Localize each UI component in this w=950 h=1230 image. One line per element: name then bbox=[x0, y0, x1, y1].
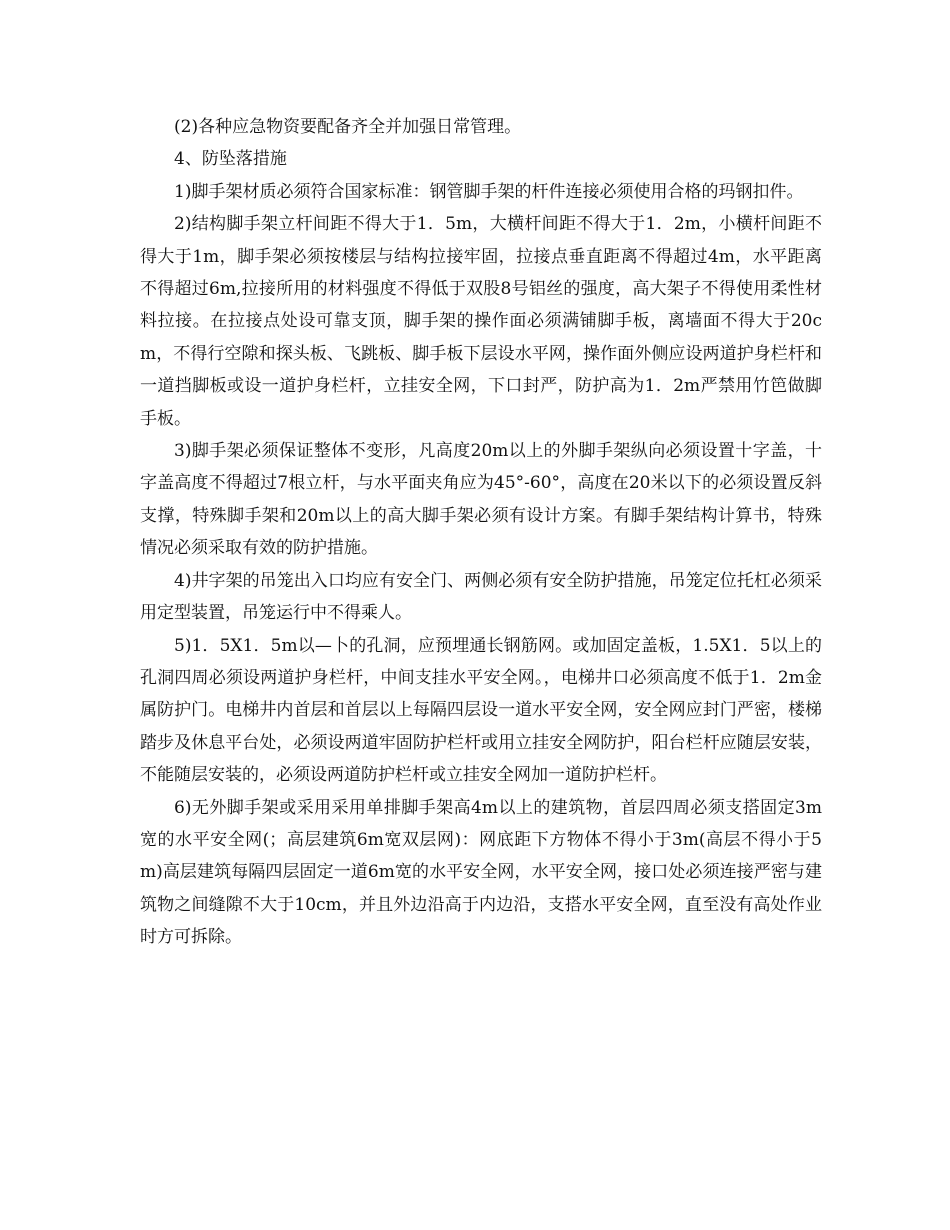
document-body bbox=[140, 111, 822, 954]
paragraph-scaffold-spacing: 2)结构脚手架立杆间距不得大于1．5m，大横杆间距不得大于1．2m，小横杆间距不得大于1m，脚手架必须按楼层与结构拉接牢固，拉接点垂直距离不得超过4m，水平距离不得超过6m,拉接所用的材料强度不得低于双股8号铝丝的强度，高大架子不得使用柔性材料拉接。在拉接点处设可靠支顶，脚手架的操作面必须满铺脚手板，离墙面不得大于20cm，不得行空隙和探头板、飞跳板、脚手板下层设水平网，操作面外侧应设两道护身栏杆和一道挡脚板或设一道护身栏杆，立挂安全网，下口封严，防护高为1．2m严禁用竹笆做脚手板。 bbox=[140, 214, 822, 429]
paragraph-openings-protection: 5)1．5X1．5m以—卜的孔洞，应预埋通长钢筋网。或加固定盖板，1.5X1．5以上的孔洞四周必须设两道护身栏杆，中间支挂水平安全网。，电梯井口必须高度不低于1．2m金属防护门。电梯井内首层和首层以上每隔四层设一道水平安全网，安全网应封门严密，楼梯踏步及休息平台处，必须设两道牢固防护栏杆或用立挂安全网防护，阳台栏杆应随层安装，不能随层安装的，必须设两道防护栏杆或立挂安全网加一道防护栏杆。 bbox=[140, 635, 822, 786]
paragraph-safety-net: 6)无外脚手架或采用采用单排脚手架高4m以上的建筑物，首层四周必须支搭固定3m宽的水平安全网(；高层建筑6m宽双层网)：网底距下方物体不得小于3m(高层不得小于5m)高层建筑每隔四层固定一道6m宽的水平安全网，水平安全网，接口处必须连接严密与建筑物之间缝隙不大于10cm，并且外边沿高于内边沿，支搭水平安全网，直至没有高处作业时方可拆除。 bbox=[140, 797, 822, 948]
paragraph-scaffold-material: 1)脚手架材质必须符合国家标准：钢管脚手架的杆件连接必须使用合格的玛钢扣件。 bbox=[174, 181, 804, 202]
paragraph-emergency-supplies: (2)各种应急物资要配备齐全并加强日常管理。 bbox=[174, 117, 522, 137]
section-heading-fall-prevention: 4、防坠落措施 bbox=[174, 149, 287, 170]
paragraph-hoist-cage: 4)井字架的吊笼出入口均应有安全门、两侧必须有安全防护措施，吊笼定位托杠必须采用定型装置，吊笼运行中不得乘人。 bbox=[140, 570, 822, 624]
paragraph-scaffold-stability: 3)脚手架必须保证整体不变形，凡高度20m以上的外脚手架纵向必须设置十字盖，十字盖高度不得超过7根立杆，与水平面夹角应为45°-60°，高度在20米以下的必须设置反斜支撑，特殊脚手架和20m以上的高大脚手架必须有设计方案。有脚手架结构计算书，特殊情况必须采取有效的防护措施。 bbox=[140, 441, 822, 559]
